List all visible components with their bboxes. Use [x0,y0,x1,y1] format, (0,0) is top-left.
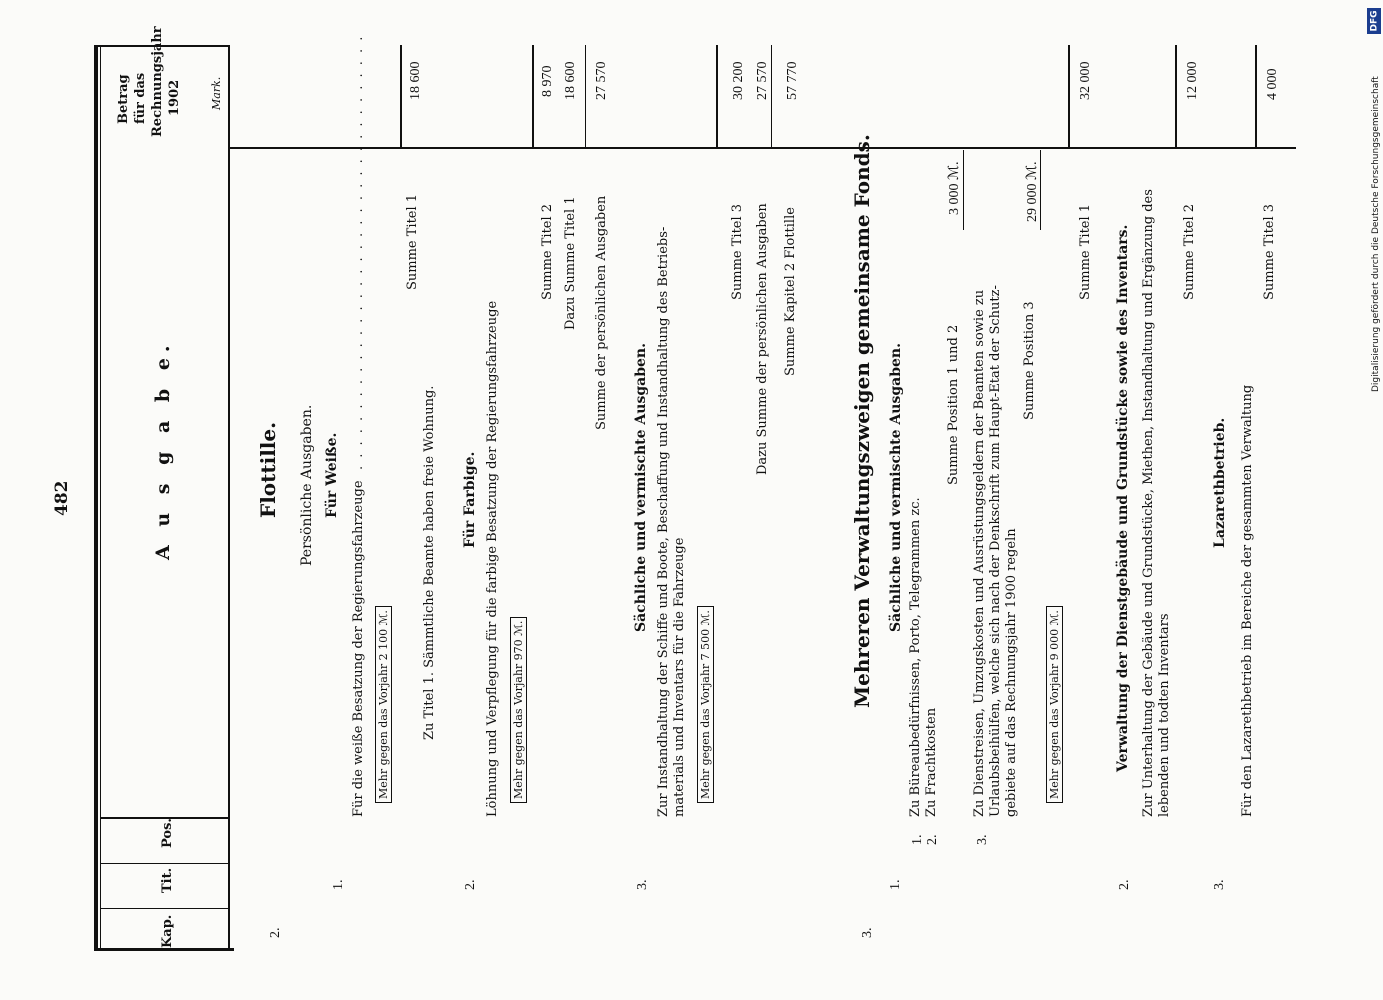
sidebar-rule-3 [100,908,228,909]
kap3-t2-sum-label: Summe Titel 2 [1182,203,1197,300]
kap3-heading: Mehreren Verwaltungszweigen gemeinsame Fonds. [850,134,874,708]
kap2-heading: Flottille. [256,421,280,518]
kap3-t3-text: Für den Lazarethbetrieb im Bereiche der gesammten Verwaltung [1240,384,1255,817]
header-bottom-rule [228,45,230,950]
table-title: A u s g a b e. [152,339,174,560]
kap3-t3-sum-label: Summe Titel 3 [1262,203,1277,300]
betrag-line-1: Betrag [116,74,131,124]
sep-k3-t1 [1068,45,1070,147]
mark-label: Mark. [210,76,223,110]
kap3-t2-num: 2. [1117,879,1132,890]
kap3-t1-mehr: Mehr gegen das Vorjahr 9 000 ℳ. [1046,606,1063,803]
kap2-t2-mehr: Mehr gegen das Vorjahr 970 ℳ. [510,617,527,803]
kap3-laz-heading: Lazarethbetrieb. [1212,417,1228,548]
sep-k2-t1 [400,45,402,147]
kap3-p12-sum-label: Summe Position 1 und 2 [946,324,961,485]
pos-sum-rule-1 [963,150,964,230]
kap3-p12-sum: 3 000 ℳ. [947,161,962,215]
sum-underline-k2 [585,45,586,147]
left-border-thin [100,45,101,950]
kap3-p3-text-1: Zu Dienstreisen, Umzugskosten und Ausrüstungsgeldern der Beamten sowie zu [972,289,987,817]
kap3-t1-sum-label: Summe Titel 1 [1078,203,1093,300]
kap2-t1-dots: . . . . . . . . . . . . . . . . . . . . . . . . . . . . . . . . . . . . [351,34,366,470]
col-kap-label: Kap. [160,914,175,948]
kap2-t2-sum: 8 970 [540,65,555,97]
page-number: 482 [52,480,72,516]
kap3-p3-text-2: Urlaubsbeihülfen, welche sich nach der Denkschrift zum Haupt-Etat der Schutz- [988,285,1003,817]
kap2-t2-sum-label: Summe Titel 2 [540,203,555,300]
betrag-line-4: 1902 [167,79,182,116]
kap3-t1-sum: 32 000 [1078,61,1093,100]
kap2-t3-dazu: 27 570 [755,61,770,100]
sep-k2-t3 [716,45,718,147]
kap2-t3-sum-label: Summe Titel 3 [730,203,745,300]
kap2-t1-sum-label: Summe Titel 1 [405,193,420,290]
kap3-t3-num: 3. [1212,879,1227,890]
left-border-thick [94,45,98,950]
kap3-p1-text: Zu Büreaubedürfnissen, Porto, Telegrammen zc. [908,497,923,817]
kap2-pers-sum-label: Summe der persönlichen Ausgaben [594,195,609,430]
kap3-t3-sum: 4 000 [1265,68,1280,100]
kap2-sum: 57 770 [785,61,800,100]
sep-k3-t3 [1255,45,1257,147]
kap3-t1-num: 1. [888,879,903,890]
sum-underline-k2b [771,45,772,147]
kap3-p2-num: 2. [925,834,940,845]
kap2-subheading: Persönliche Ausgaben. [299,404,315,566]
digitization-note: Digitalisierung gefördert durch die Deutsche Forschungsgemeinschaft [1371,76,1381,392]
kap2-t3-text-2: materials und Inventars für die Fahrzeuge [672,537,687,817]
kap3-number: 3. [860,927,875,938]
kap2-t1-num: 1. [331,879,346,890]
kap3-p3-sum: 29 000 ℳ. [1025,161,1040,222]
kap2-t2-dazu: 18 600 [563,61,578,100]
sidebar-rule-2 [100,863,228,864]
kap2-pers-sum: 27 570 [594,61,609,100]
kap3-p1-num: 1. [910,834,925,845]
kap2-number: 2. [268,927,283,938]
kap2-t3-dazu-label: Dazu Summe der persönlichen Ausgaben [755,203,770,475]
col-pos-label: Pos. [160,818,175,848]
kap3-verw-heading: Verwaltung der Dienstgebäude und Grundstücke sowie des Inventars. [1115,224,1131,772]
kap2-weisse: Für Weiße. [324,432,340,518]
kap2-t1-sum: 18 600 [408,61,423,100]
kap2-t1-note: Zu Titel 1. Sämmtliche Beamte haben freie Wohnung. [422,385,437,740]
kap2-t3-sum: 30 200 [731,61,746,100]
kap2-t3-num: 3. [635,879,650,890]
kap3-t2-sum: 12 000 [1185,61,1200,100]
kap3-p3-num: 3. [975,834,990,845]
kap3-p3-text-3: gebiete auf das Rechnungsjahr 1900 regeln [1004,528,1019,817]
kap2-t2-text: Löhnung und Verpflegung für die farbige Besatzung der Regierungsfahrzeuge [485,300,500,817]
sep-k2-t2 [532,45,534,147]
kap2-t2-dazu-label: Dazu Summe Titel 1 [563,196,578,330]
kap2-t3-mehr: Mehr gegen das Vorjahr 7 500 ℳ. [697,606,714,803]
kap3-t2-text-2: lebenden und todten Inventars [1157,613,1172,817]
kap2-saechl: Sächliche und vermischte Ausgaben. [633,343,649,632]
kap2-t2-num: 2. [463,879,478,890]
kap2-farbige: Für Farbige. [462,451,478,548]
kap2-t1-text: Für die weiße Besatzung der Regierungsfahrzeuge [351,480,366,817]
amount-column-rule [228,147,1296,149]
kap3-t2-text-1: Zur Unterhaltung der Gebäude und Grundstücke, Miethen, Instandhaltung und Ergänzung des [1141,189,1156,817]
betrag-line-3: Rechnungsjahr [150,26,165,137]
betrag-line-2: für das [133,72,148,124]
kap3-p3-sum-label: Summe Position 3 [1022,301,1037,420]
kap3-saechl: Sächliche und vermischte Ausgaben. [888,343,904,632]
dfg-logo: DFG [1367,8,1381,34]
kap2-t1-mehr: Mehr gegen das Vorjahr 2 100 ℳ. [375,606,392,803]
bottom-thick-rule [94,948,234,951]
col-tit-label: Tit. [160,867,175,893]
kap3-p2-text: Zu Frachtkosten [924,707,939,817]
kap2-sum-label: Summe Kapitel 2 Flottille [783,207,798,376]
sep-k3-t2 [1175,45,1177,147]
kap2-t3-text-1: Zur Instandhaltung der Schiffe und Boote, Beschaffung und Instandhaltung des Betriebs- [656,226,671,817]
